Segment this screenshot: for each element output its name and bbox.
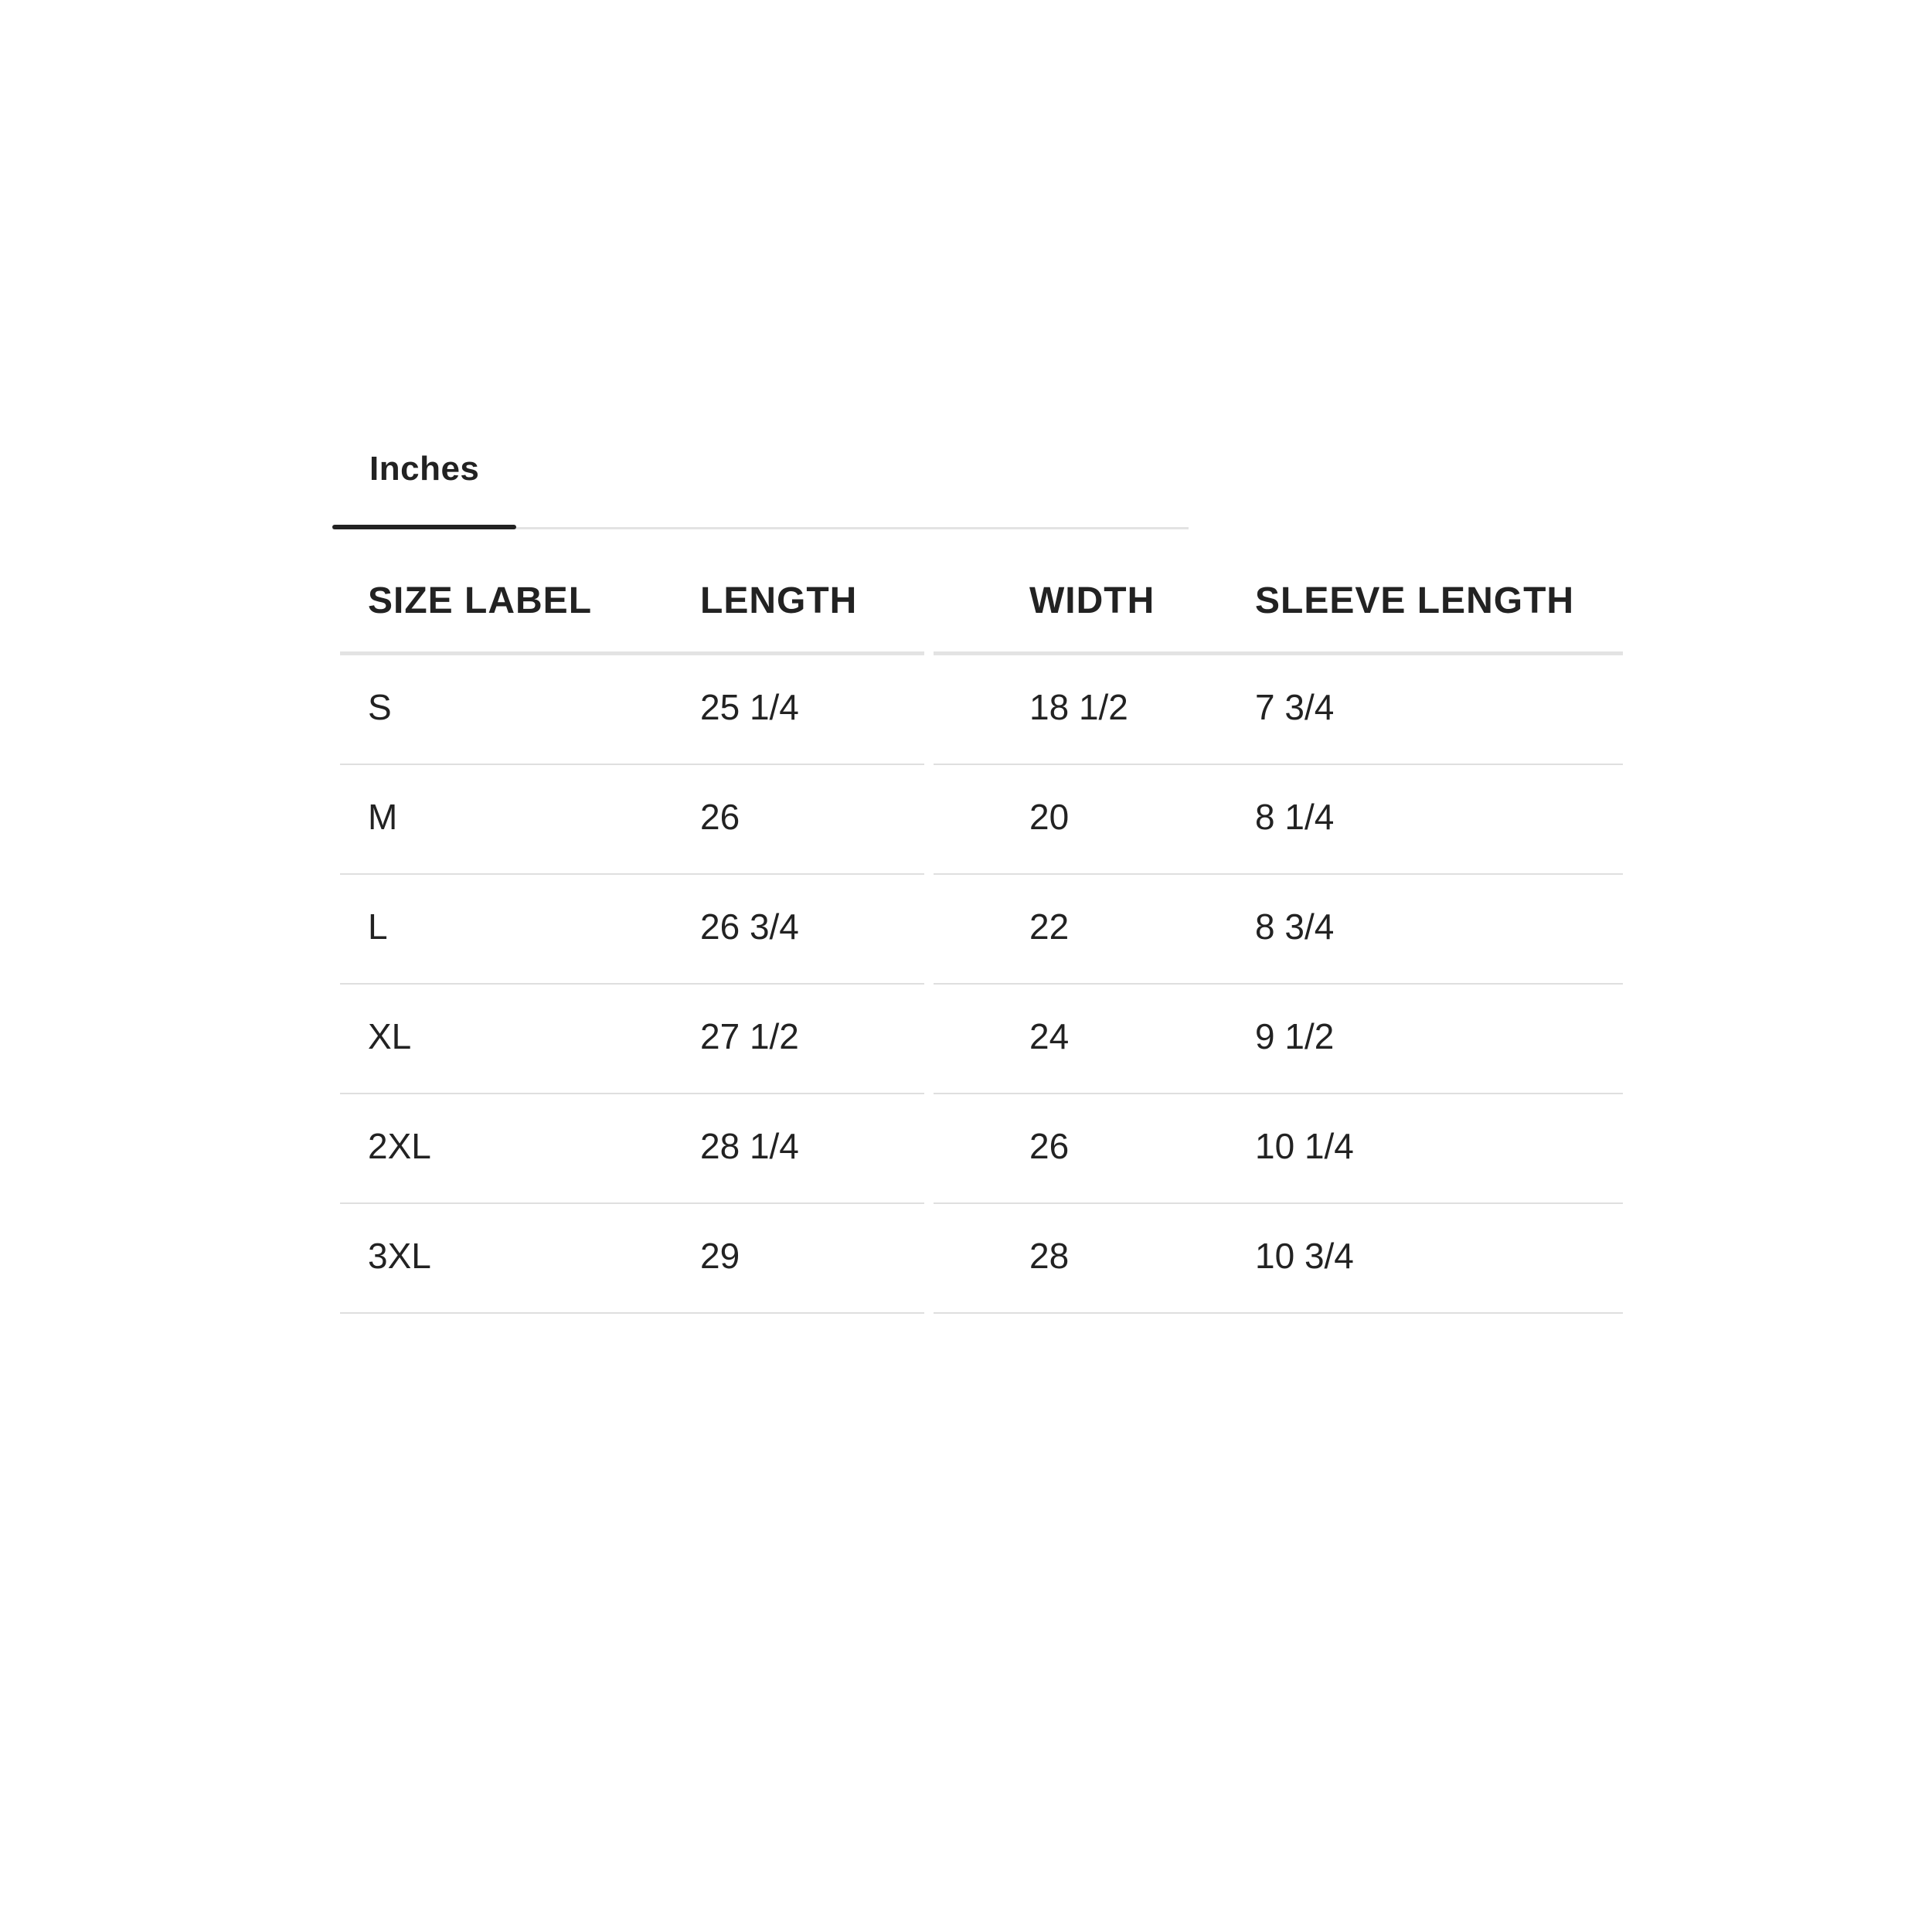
header-sleeve-length: SLEEVE LENGTH <box>1255 580 1575 621</box>
table-row <box>340 765 1623 875</box>
header-length: LENGTH <box>700 580 858 621</box>
table-row <box>340 985 1623 1094</box>
unit-tabs <box>332 433 1189 530</box>
table-row <box>340 1204 1623 1314</box>
cell-length: 25 1/4 <box>700 687 799 727</box>
row-divider <box>934 1312 1623 1314</box>
cell-width: 24 <box>1029 1016 1070 1056</box>
table-header-row <box>340 556 1623 655</box>
header-size-label: SIZE LABEL <box>368 580 593 621</box>
row-divider <box>340 1312 924 1314</box>
cell-size: 2XL <box>368 1126 431 1166</box>
cell-width: 26 <box>1029 1126 1070 1166</box>
cell-sleeve-length: 10 1/4 <box>1255 1126 1354 1166</box>
cell-length: 29 <box>700 1236 740 1276</box>
tab-inches-label: Inches <box>369 450 480 488</box>
cell-sleeve-length: 8 1/4 <box>1255 797 1335 837</box>
cell-size: XL <box>368 1016 412 1056</box>
table-row <box>340 1094 1623 1204</box>
cell-width: 28 <box>1029 1236 1070 1276</box>
cell-size: M <box>368 797 398 837</box>
cell-sleeve-length: 7 3/4 <box>1255 687 1335 727</box>
cell-length: 26 <box>700 797 740 837</box>
cell-width: 18 1/2 <box>1029 687 1128 727</box>
cell-sleeve-length: 8 3/4 <box>1255 906 1335 947</box>
table-row <box>340 875 1623 985</box>
cell-sleeve-length: 10 3/4 <box>1255 1236 1354 1276</box>
header-width: WIDTH <box>1029 580 1155 621</box>
active-tab-indicator <box>332 525 516 529</box>
size-chart-table <box>340 556 1623 1314</box>
cell-size: 3XL <box>368 1236 431 1276</box>
cell-length: 27 1/2 <box>700 1016 799 1056</box>
cell-size: S <box>368 687 392 727</box>
cell-size: L <box>368 906 388 947</box>
cell-width: 20 <box>1029 797 1070 837</box>
cell-width: 22 <box>1029 906 1070 947</box>
cell-sleeve-length: 9 1/2 <box>1255 1016 1335 1056</box>
tab-inches[interactable] <box>332 433 516 530</box>
cell-length: 26 3/4 <box>700 906 799 947</box>
cell-length: 28 1/4 <box>700 1126 799 1166</box>
table-row <box>340 655 1623 765</box>
